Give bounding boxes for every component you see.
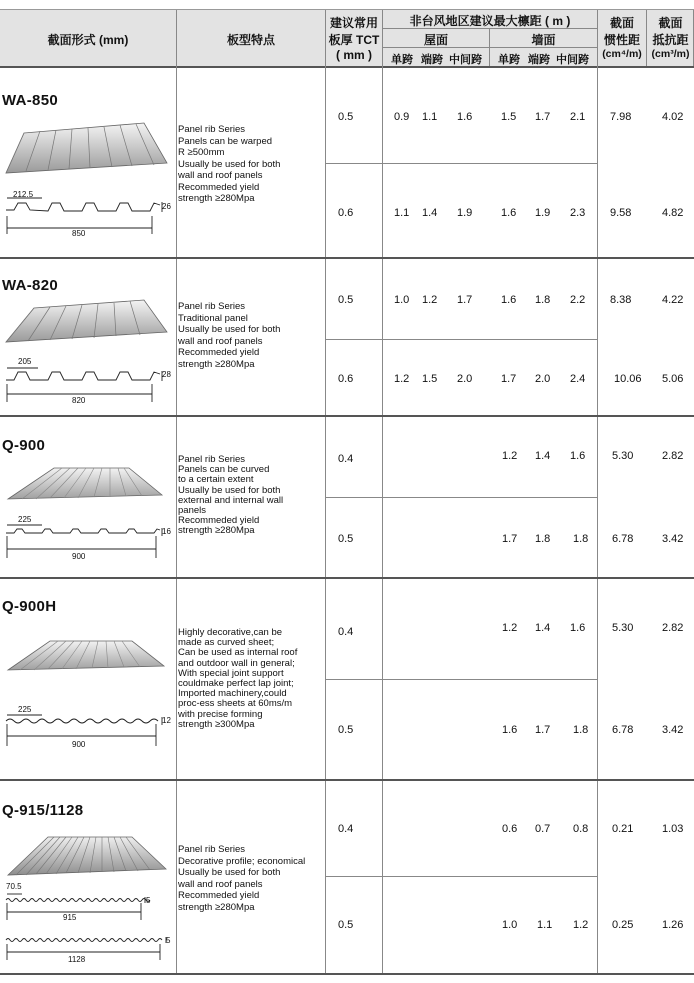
features-text: Panel rib Series Decorative profile; economical Usually be used for both wall and roof panels Recommeded yield strength ≥280Mpa (178, 844, 306, 913)
header-thickness-line1: 建议常用 (329, 16, 378, 30)
dim-height: 5 (146, 896, 151, 905)
roof-mid: 1.7 (457, 294, 473, 306)
wall-end: 1.4 (535, 622, 551, 634)
panel-profile-illustration (4, 296, 170, 346)
inertia: 0.21 (612, 823, 634, 835)
wall-end: 1.8 (535, 294, 551, 306)
wall-end: 1.7 (535, 724, 551, 736)
resist: 3.42 (662, 724, 684, 736)
header-wall: 墙面 (490, 29, 597, 47)
header-features-label: 板型特点 (226, 33, 275, 47)
thickness: 0.4 (338, 453, 354, 465)
wall-end: 1.9 (535, 207, 551, 219)
header-wall-mid: 中间跨 (556, 54, 589, 66)
resist: 2.82 (662, 450, 684, 462)
thickness: 0.5 (338, 724, 354, 736)
dim-width: 820 (72, 396, 86, 405)
wall-single: 1.6 (501, 294, 517, 306)
model-name: WA-850 (2, 92, 58, 109)
dim-pitch: 212.5 (13, 190, 34, 199)
header-roof-sub (383, 48, 489, 66)
wall-single: 1.7 (502, 533, 518, 545)
resist: 4.82 (662, 207, 684, 219)
wall-end: 1.7 (535, 111, 551, 123)
header-section-label: 截面形式 (mm) (47, 33, 129, 47)
wall-mid: 1.2 (573, 919, 589, 931)
model-name: Q-900H (2, 598, 57, 615)
wall-mid: 1.6 (570, 622, 586, 634)
resist: 3.42 (662, 533, 684, 545)
header-section (0, 10, 176, 66)
dimension-drawing (4, 520, 174, 562)
dim-pitch: 70.5 (6, 882, 22, 891)
inertia: 7.98 (610, 111, 632, 123)
roof-end: 1.4 (422, 207, 438, 219)
thickness: 0.4 (338, 823, 354, 835)
header-thickness-line2: 板厚 TCT (328, 33, 380, 47)
roof-single: 1.0 (394, 294, 410, 306)
resist: 5.06 (662, 373, 684, 385)
wall-mid: 1.6 (570, 450, 586, 462)
dim-width: 900 (72, 740, 86, 749)
thickness: 0.6 (338, 373, 354, 385)
features-text: Panel rib Series Panels can be curved to a certain extent Usually be used for both external and internal wall panels Recommeded yield strength ≥280Mpa (178, 454, 284, 537)
features-text: Panel rib Series Panels can be warped R ≥500mm Usually be used for both wall and roof panels Recommeded yield strength ≥280Mpa (178, 124, 281, 204)
dim-width-second: 1128 (68, 955, 86, 964)
wall-end: 0.7 (535, 823, 551, 835)
roof-single: 1.1 (394, 207, 410, 219)
wall-single: 0.6 (502, 823, 518, 835)
inertia: 8.38 (610, 294, 632, 306)
thickness: 0.5 (338, 111, 354, 123)
thickness: 0.5 (338, 294, 354, 306)
header-thickness-line3: ( mm ) (336, 48, 372, 62)
dim-pitch: 205 (18, 357, 32, 366)
dim-width: 915 (63, 913, 77, 922)
header-features (177, 10, 325, 66)
wall-single: 1.2 (502, 622, 518, 634)
thickness: 0.6 (338, 207, 354, 219)
wall-mid: 1.8 (573, 533, 589, 545)
resist: 4.22 (662, 294, 684, 306)
header-inertia: 截面 惯性距 (cm⁴/m) (598, 10, 646, 66)
header-roof-single: 单跨 (391, 54, 413, 66)
dim-height: 16 (162, 527, 171, 536)
dim-height: 12 (162, 716, 171, 725)
thickness: 0.4 (338, 626, 354, 638)
panel-profile-illustration (4, 833, 170, 877)
dim-width: 900 (72, 552, 86, 561)
dim-height: 28 (162, 370, 171, 379)
inertia: 10.06 (614, 373, 642, 385)
header-span-title: 非台风地区建议最大檩距 ( m ) (383, 10, 597, 28)
inertia: 6.78 (612, 724, 634, 736)
dim-height: 26 (162, 202, 171, 211)
dim-width: 850 (72, 229, 86, 238)
model-name: WA-820 (2, 277, 58, 294)
wall-end: 1.8 (535, 533, 551, 545)
dim-height-second: 5 (166, 936, 171, 945)
inertia: 5.30 (612, 622, 634, 634)
header-resist: 截面 抵抗距 (cm³/m) (647, 10, 694, 66)
wall-mid: 2.1 (570, 111, 586, 123)
wall-end: 1.4 (535, 450, 551, 462)
resist: 1.26 (662, 919, 684, 931)
roof-end: 1.1 (422, 111, 438, 123)
wall-mid: 2.2 (570, 294, 586, 306)
header-roof-mid: 中间跨 (449, 54, 482, 66)
header-roof-end: 端跨 (421, 54, 443, 66)
roof-single: 1.2 (394, 373, 410, 385)
wall-single: 1.6 (501, 207, 517, 219)
resist: 1.03 (662, 823, 684, 835)
wall-mid: 1.8 (573, 724, 589, 736)
model-name: Q-915/1128 (2, 802, 84, 819)
thickness: 0.5 (338, 533, 354, 545)
thickness: 0.5 (338, 919, 354, 931)
roof-end: 1.2 (422, 294, 438, 306)
panel-profile-illustration (4, 465, 170, 503)
panel-profile-illustration (4, 638, 170, 674)
wall-single: 1.7 (501, 373, 517, 385)
dim-pitch: 225 (18, 705, 32, 714)
features-text: Highly decorative,can be made as curved sheet; Can be used as internal roof and outdoor wall in general; With special joint support couldmake perfect lap joint; Imported machinery,could proc-ess sheets at 60ms/m with precise forming strength ≥300Mpa (178, 627, 298, 730)
wall-single: 1.0 (502, 919, 518, 931)
roof-end: 1.5 (422, 373, 438, 385)
wall-end: 1.1 (537, 919, 553, 931)
resist: 2.82 (662, 622, 684, 634)
inertia: 9.58 (610, 207, 632, 219)
model-name: Q-900 (2, 437, 46, 454)
wall-single: 1.2 (502, 450, 518, 462)
inertia: 5.30 (612, 450, 634, 462)
header-wall-single: 单跨 (498, 54, 520, 66)
inertia: 6.78 (612, 533, 634, 545)
header-wall-end: 端跨 (528, 54, 550, 66)
dimension-drawing (4, 710, 174, 750)
roof-mid: 1.9 (457, 207, 473, 219)
resist: 4.02 (662, 111, 684, 123)
header-wall-sub (490, 48, 597, 66)
header-roof: 屋面 (383, 29, 489, 47)
roof-mid: 1.6 (457, 111, 473, 123)
roof-mid: 2.0 (457, 373, 473, 385)
roof-single: 0.9 (394, 111, 410, 123)
dim-pitch: 225 (18, 515, 32, 524)
wall-single: 1.6 (502, 724, 518, 736)
header-thickness (326, 10, 382, 66)
inertia: 0.25 (612, 919, 634, 931)
wall-single: 1.5 (501, 111, 517, 123)
dimension-drawing (4, 362, 174, 407)
wall-end: 2.0 (535, 373, 551, 385)
panel-profile-illustration (4, 115, 170, 175)
wall-mid: 0.8 (573, 823, 589, 835)
features-text: Panel rib Series Traditional panel Usually be used for both wall and roof panels Recommeded yield strength ≥280Mpa (178, 301, 281, 370)
wall-mid: 2.3 (570, 207, 586, 219)
wall-mid: 2.4 (570, 373, 586, 385)
